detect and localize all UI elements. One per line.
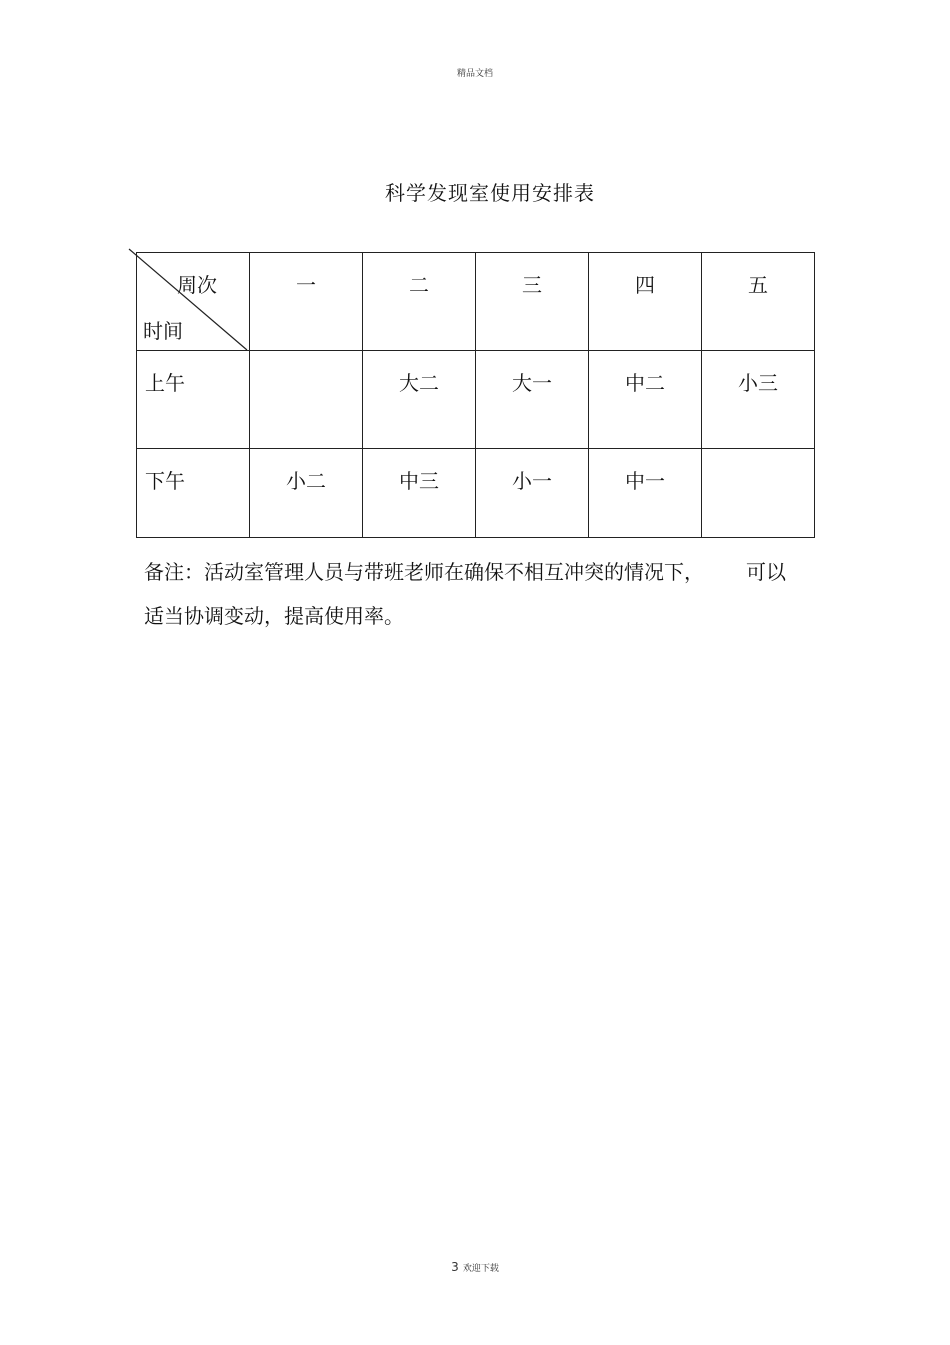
time-label-morning: 上午 bbox=[137, 351, 250, 448]
document-title: 科学发现室使用安排表 bbox=[385, 181, 595, 205]
table-cell: 中一 bbox=[589, 448, 702, 537]
day-header: 三 bbox=[476, 253, 589, 351]
footer-text: 欢迎下载 bbox=[462, 1264, 499, 1274]
corner-label-week: 周次 bbox=[177, 273, 217, 297]
day-header: 五 bbox=[702, 253, 815, 351]
table-cell: 大二 bbox=[363, 351, 476, 448]
corner-label-time: 时间 bbox=[143, 319, 183, 343]
header-note: 精品文档 bbox=[456, 69, 493, 79]
table-cell: 中二 bbox=[589, 351, 702, 448]
remark-text-part-1: 备注：活动室管理人员与带班老师在确保不相互冲突的情况下， bbox=[144, 560, 704, 584]
remark-paragraph bbox=[144, 550, 824, 638]
page-number: 3 bbox=[451, 1260, 459, 1274]
day-header: 一 bbox=[250, 253, 363, 351]
corner-cell bbox=[137, 253, 250, 351]
schedule-table bbox=[136, 252, 815, 538]
table-header-row bbox=[137, 253, 815, 351]
table-row-afternoon bbox=[137, 448, 815, 537]
remark-line-1 bbox=[144, 550, 824, 594]
table-row-morning bbox=[137, 351, 815, 448]
time-label-afternoon: 下午 bbox=[137, 448, 250, 537]
day-header: 四 bbox=[589, 253, 702, 351]
table-cell bbox=[702, 448, 815, 537]
remark-text-part-2: 可以 bbox=[746, 560, 786, 584]
table-cell bbox=[250, 351, 363, 448]
table-cell: 小二 bbox=[250, 448, 363, 537]
table-cell: 小一 bbox=[476, 448, 589, 537]
day-header: 二 bbox=[363, 253, 476, 351]
remark-line-2: 适当协调变动，提高使用率。 bbox=[144, 604, 404, 628]
table-cell: 小三 bbox=[702, 351, 815, 448]
page-footer bbox=[0, 1260, 950, 1274]
table-cell: 中三 bbox=[363, 448, 476, 537]
table-cell: 大一 bbox=[476, 351, 589, 448]
